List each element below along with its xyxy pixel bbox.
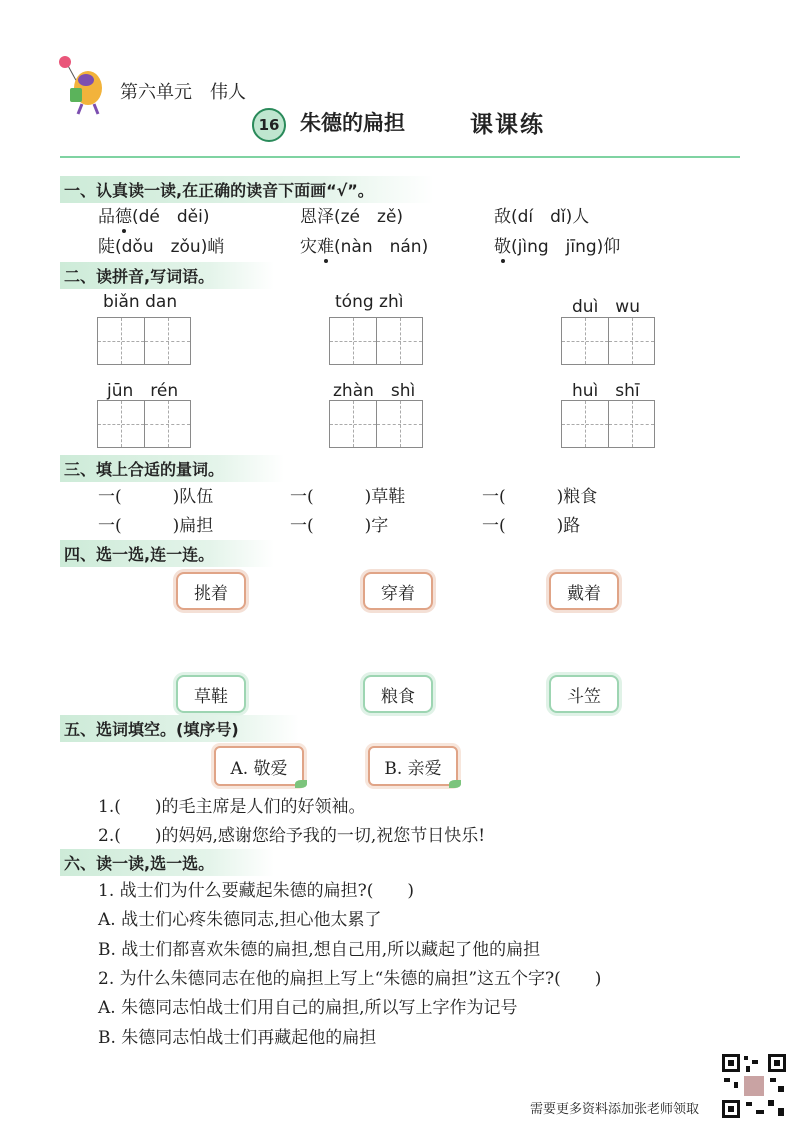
footer-note: 需要更多资料添加张老师领取 <box>530 1102 700 1117</box>
pinyin-2: tóng zhì <box>335 292 404 312</box>
s5-question-2: 2.( )的妈妈,感谢您给予我的一切,祝您节日快乐! <box>98 826 486 846</box>
s6-question-1: 1. 战士们为什么要藏起朱德的扁担?( ) <box>98 881 415 901</box>
unit-label: 第六单元 伟人 <box>120 82 246 103</box>
s1-item-3: 敌(dí dǐ)人 <box>494 207 590 227</box>
measure-word-6: 一( )路 <box>482 516 581 536</box>
writing-grid-3[interactable] <box>561 317 655 365</box>
worksheet-subtitle: 课课练 <box>470 112 545 138</box>
verb-box-3[interactable]: 戴着 <box>549 572 619 610</box>
measure-word-5: 一( )字 <box>290 516 389 536</box>
section-2-heading: 二、读拼音,写词语。 <box>60 262 274 289</box>
s6-q1-option-b: B. 战士们都喜欢朱德的扁担,想自己用,所以藏起了他的扁担 <box>98 940 541 960</box>
measure-word-4: 一( )扁担 <box>98 516 214 536</box>
pinyin-6: huì shī <box>572 381 640 401</box>
lesson-number-badge: 16 <box>252 108 286 142</box>
leaf-icon <box>295 780 307 788</box>
pinyin-4: jūn rén <box>107 381 179 401</box>
verb-box-1[interactable]: 挑着 <box>176 572 246 610</box>
measure-word-3: 一( )粮食 <box>482 487 598 507</box>
option-b-box[interactable]: B. 亲爱 <box>368 746 458 786</box>
section-5-heading: 五、选词填空。(填序号) <box>60 715 299 742</box>
lesson-title: 朱德的扁担 <box>300 111 405 135</box>
pinyin-3: duì wu <box>572 297 640 317</box>
s1-item-4: 陡(dǒu zǒu)峭 <box>98 237 225 257</box>
measure-word-2: 一( )草鞋 <box>290 487 406 507</box>
writing-grid-4[interactable] <box>97 400 191 448</box>
writing-grid-5[interactable] <box>329 400 423 448</box>
s5-question-1: 1.( )的毛主席是人们的好领袖。 <box>98 797 366 817</box>
section-6-heading: 六、读一读,选一选。 <box>60 849 274 876</box>
writing-grid-6[interactable] <box>561 400 655 448</box>
section-3-heading: 三、填上合适的量词。 <box>60 455 284 482</box>
s6-question-2: 2. 为什么朱德同志在他的扁担上写上“朱德的扁担”这五个字?( ) <box>98 969 602 989</box>
s1-item-1: 品德(dé děi) <box>98 202 210 227</box>
section-4-heading: 四、选一选,连一连。 <box>60 540 274 567</box>
writing-grid-1[interactable] <box>97 317 191 365</box>
s6-q1-option-a: A. 战士们心疼朱德同志,担心他太累了 <box>98 910 382 930</box>
pinyin-5: zhàn shì <box>333 381 416 401</box>
leaf-icon <box>449 780 461 788</box>
qr-code-icon <box>720 1052 788 1120</box>
s6-q2-option-a: A. 朱德同志怕战士们用自己的扁担,所以写上字作为记号 <box>98 998 518 1018</box>
pinyin-1: biǎn dan <box>103 292 178 312</box>
writing-grid-2[interactable] <box>329 317 423 365</box>
verb-box-2[interactable]: 穿着 <box>363 572 433 610</box>
header-divider <box>60 156 740 158</box>
section-1-heading: 一、认真读一读,在正确的读音下面画“√”。 <box>60 176 434 203</box>
noun-box-1[interactable]: 草鞋 <box>176 675 246 713</box>
option-a-box[interactable]: A. 敬爱 <box>214 746 304 786</box>
s6-q2-option-b: B. 朱德同志怕战士们再藏起他的扁担 <box>98 1028 377 1048</box>
s1-item-2: 恩泽(zé zě) <box>300 207 404 227</box>
noun-box-3[interactable]: 斗笠 <box>549 675 619 713</box>
mascot-illustration <box>56 54 112 116</box>
s1-item-5: 灾难(nàn nán) <box>300 232 428 257</box>
noun-box-2[interactable]: 粮食 <box>363 675 433 713</box>
s1-item-6: 敬(jìng jīng)仰 <box>494 232 620 257</box>
measure-word-1: 一( )队伍 <box>98 487 214 507</box>
